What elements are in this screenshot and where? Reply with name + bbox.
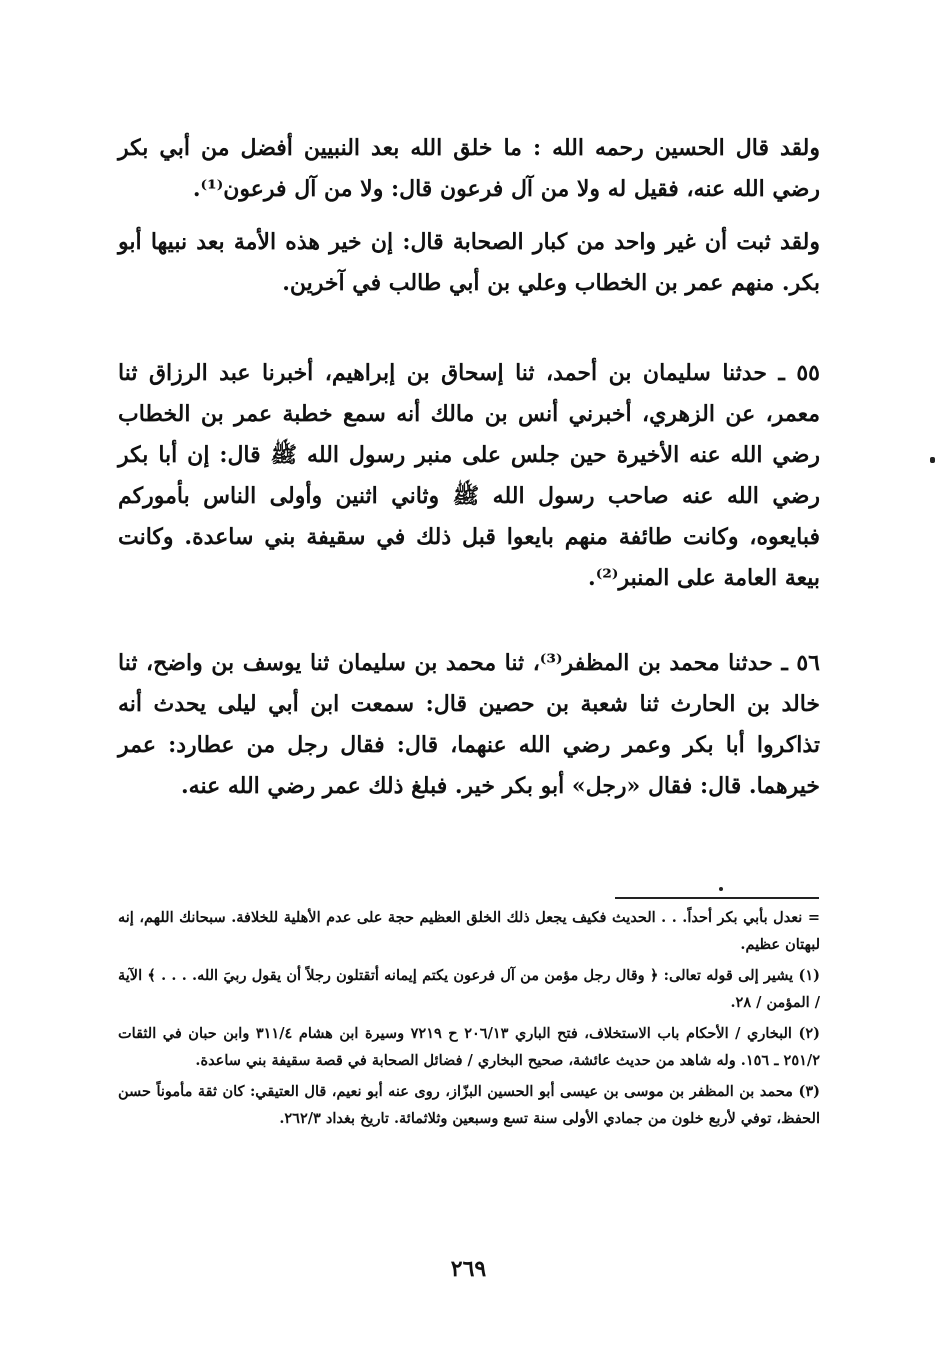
- page-number: ٢٦٩: [450, 1256, 487, 1282]
- paragraph-companions: ولقد ثبت أن غير واحد من كبار الصحابة قال: إن خير هذه الأمة بعد نبيها أبو بكر. منهم عمر بن الخطاب وعلي بن أبي طالب في آخرين.: [118, 229, 821, 296]
- hadith-55: ٥٥ ـ حدثنا سليمان بن أحمد، ثنا إسحاق بن إبراهيم، أخبرنا عبد الرزاق ثنا معمر، عن الزهري، أخبرني أنس بن مالك أنه سمع خطبة عمر بن الخطاب رضي الله عنه الأخيرة حين جلس على منبر رسول الله ﷺ قال: إن أبا بكر رضي الله عنه صاحب رسول الله ﷺ وثاني اثنين وأولى الناس بأموركم فبايعوه، وكانت طائفة منهم بايعوا قبل ذلك في سقيفة بني ساعدة. وكانت بيعة العامة على المنبر⁽²⁾.: [118, 360, 820, 591]
- footnote-divider: [615, 897, 819, 899]
- footnotes-section: [118, 905, 820, 1137]
- footnote-continuation: = نعدل بأبي بكر أحداً. . . الحديث فكيف يجعل ذلك الخلق العظيم حجة على عدم الأهلية للخلافة. سبحانك اللهم، إنه لبهتان عظيم.: [118, 909, 820, 953]
- paragraph-hasan-quote: ولقد قال الحسين رحمه الله : ما خلق الله بعد النبيين أفضل من أبي بكر رضي الله عنه، فقيل له ولا من آل فرعون قال: ولا من آل فرعون⁽¹⁾.: [118, 135, 820, 202]
- footnote-1: (١) يشير إلى قوله تعالى: ﴿ وقال رجل مؤمن من آل فرعون يكتم إيمانه أتقتلون رجلاً أن يقول ربيَ الله. . . . ﴾ الآية / المؤمن / ٢٨.: [118, 967, 820, 1011]
- footnote-2: (٢) البخاري / الأحكام باب الاستخلاف، فتح الباري ٢٠٦/١٣ ح ٧٢١٩ وسيرة ابن هشام ٣١١/٤ وابن حبان في الثقات ٢٥١/٢ ـ ١٥٦. وله شاهد من حديث عائشة، صحيح البخاري / فضائل الصحابة في قصة سقيفة بني ساعدة.: [118, 1025, 820, 1069]
- divider-mark: [719, 887, 723, 891]
- hadith-56: ٥٦ ـ حدثنا محمد بن المظفر⁽³⁾، ثنا محمد بن سليمان ثنا يوسف بن واضح، ثنا خالد بن الحارث ثنا شعبة بن حصين قال: سمعت ابن أبي ليلى يحدث أنه تذاكروا أبا بكر وعمر رضي الله عنهما، قال: فقال رجل من عطارد: عمر خيرهما. قال: فقال «رجل» أبو بكر خير. فبلغ ذلك عمر رضي الله عنه.: [118, 650, 820, 799]
- margin-mark: [930, 457, 935, 463]
- footnote-3: (٣) محمد بن المظفر بن موسى بن عيسى أبو الحسين البزّاز، روى عنه أبو نعيم، قال العتيقي: كان ثقة مأموناً حسن الحفظ، توفي لأربع خلون من جمادي الأولى سنة تسع وسبعين وثلاثمائة. تاريخ بغداد ٢٦٢/٣.: [118, 1083, 820, 1127]
